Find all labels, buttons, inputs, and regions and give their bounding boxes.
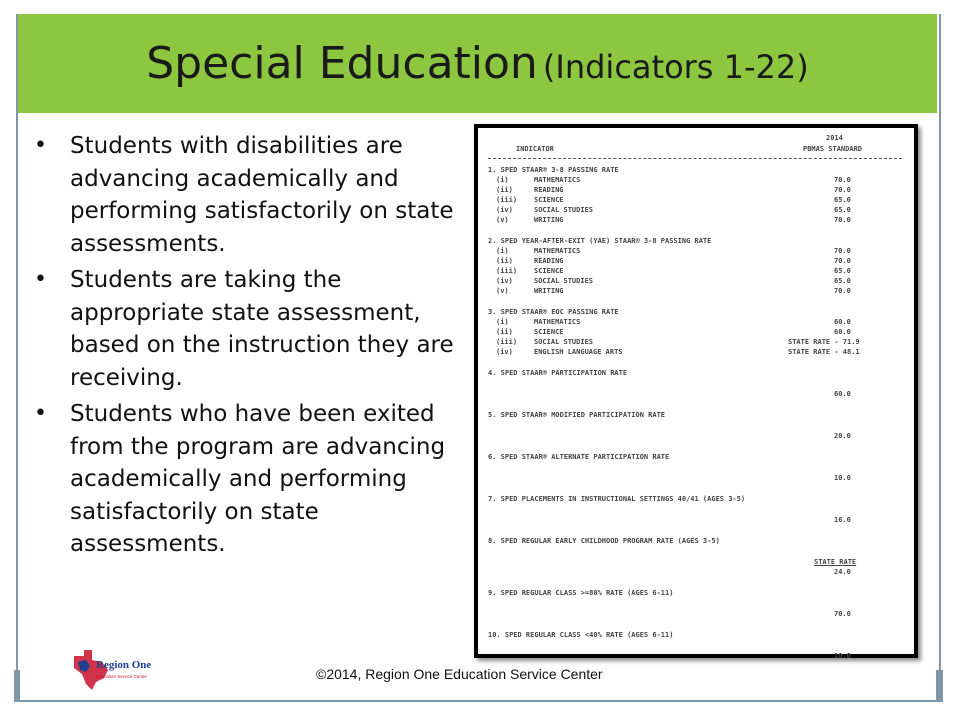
indicator-standard-row [488,610,902,620]
indicator-title: 7. SPED PLACEMENTS IN INSTRUCTIONAL SETTINGS 40/41 (AGES 3-5) [488,495,746,503]
row-spacer [488,599,902,610]
indicator-title: 8. SPED REGULAR EARLY CHILDHOOD PROGRAM RATE (AGES 3-5) [488,537,720,545]
row-standard-value: 70.0 [834,287,851,295]
indicator-standard-row [488,474,902,484]
indicator-standard-value: 10.0 [834,474,851,482]
section-gap [488,484,902,495]
row-subject: MATHEMATICS [534,176,581,184]
row-label: (iv) [496,348,513,356]
row-standard-value: 70.0 [834,216,851,224]
bullet-item: • Students with disabilities are advancing academically and performing satisfactorily on state assessments. [32,130,472,260]
row-label: (iv) [496,277,513,285]
section-gap [488,620,902,631]
slide-frame-right [939,14,941,702]
standard-column-header: PBMAS STANDARD [803,145,863,153]
slide-frame-bottom [16,700,941,702]
section-gap [488,226,902,237]
row-spacer [488,505,902,516]
indicator-row [488,206,902,216]
row-label: (v) [496,287,509,295]
footer-copyright: ©2014, Region One Education Service Center [316,666,603,682]
row-spacer [488,379,902,390]
state-rate-label [488,558,902,568]
row-standard-value: STATE RATE - 71.9 [788,338,860,346]
row-subject: READING [534,257,564,265]
bullet-dot-icon: • [34,267,47,292]
indicator-title: 3. SPED STAAR® EOC PASSING RATE [488,308,619,316]
slide-frame-corner [936,670,943,702]
slide-frame-corner [14,670,20,702]
section-gap [488,358,902,369]
indicator-standard-row [488,568,902,578]
row-subject: MATHEMATICS [534,318,581,326]
row-standard-value: 70.0 [834,247,851,255]
indicator-row [488,287,902,297]
logo-text: Region One [96,659,152,671]
row-subject: READING [534,186,564,194]
indicator-standard-row [488,516,902,526]
indicator-column-header: INDICATOR [516,145,554,153]
row-label: (iii) [496,338,518,346]
row-spacer [488,421,902,432]
row-subject: SOCIAL STUDIES [534,338,594,346]
row-subject: WRITING [534,216,564,224]
row-subject: ENGLISH LANGUAGE ARTS [534,348,623,356]
indicator-title: 1. SPED STAAR® 3-8 PASSING RATE [488,166,619,174]
indicator-row [488,267,902,277]
row-label: (v) [496,216,509,224]
row-spacer [488,463,902,474]
row-subject: SOCIAL STUDIES [534,206,594,214]
state-rate-label-text: STATE RATE [814,558,857,566]
row-standard-value: 70.0 [834,257,851,265]
row-standard-value: 70.0 [834,186,851,194]
row-label: (i) [496,247,509,255]
row-label: (i) [496,318,509,326]
row-subject: WRITING [534,287,564,295]
dashed-divider [488,158,902,159]
section-gap [488,400,902,411]
document-header [488,134,902,156]
indicator-standard-value: 20.0 [834,432,851,440]
row-standard-value: 70.0 [834,176,851,184]
section-gap [488,442,902,453]
row-spacer [488,547,902,558]
indicator-row [488,196,902,206]
row-spacer [488,641,902,652]
indicator-row [488,338,902,348]
indicator-standard-row [488,652,902,662]
section-gap [488,526,902,537]
document-body [488,134,902,673]
row-standard-value: STATE RATE - 48.1 [788,348,860,356]
row-subject: SCIENCE [534,196,564,204]
indicator-title: 10. SPED REGULAR CLASS <40% RATE (AGES 6-11) [488,631,674,639]
row-standard-value: 65.0 [834,206,851,214]
indicator-row [488,318,902,328]
row-label: (ii) [496,328,513,336]
row-label: (iii) [496,196,518,204]
section-gap [488,578,902,589]
document-year: 2014 [826,134,843,142]
indicator-title: 2. SPED YEAR-AFTER-EXIT (YAE) STAAR® 3-8 PASSING RATE [488,237,712,245]
indicator-standard-row [488,432,902,442]
title-bar [18,14,937,113]
indicator-standard-value: 24.0 [834,568,851,576]
row-label: (ii) [496,257,513,265]
row-standard-value: 60.0 [834,318,851,326]
indicator-title: 5. SPED STAAR® MODIFIED PARTICIPATION RATE [488,411,666,419]
indicator-row [488,257,902,267]
row-standard-value: 65.0 [834,196,851,204]
indicator-standard-value: 10.0 [834,652,851,660]
indicator-title: 6. SPED STAAR® ALTERNATE PARTICIPATION RATE [488,453,670,461]
indicator-standard-value: 16.0 [834,516,851,524]
bullet-item: • Students are taking the appropriate state assessment, based on the instruction they are receiving. [32,264,472,394]
row-standard-value: 65.0 [834,267,851,275]
bullet-dot-icon: • [34,401,47,426]
bullet-item: • Students who have been exited from the program are advancing academically and performing satisfactorily on state assessments. [32,398,472,561]
bullet-list [32,130,472,565]
indicator-standard-value: 70.0 [834,610,851,618]
region-one-logo [70,648,160,692]
row-standard-value: 60.0 [834,328,851,336]
row-subject: SOCIAL STUDIES [534,277,594,285]
indicator-row [488,216,902,226]
row-subject: SCIENCE [534,328,564,336]
row-subject: SCIENCE [534,267,564,275]
pbmas-standards-document [474,124,918,658]
section-gap [488,297,902,308]
logo-subtext: Education Service Center [96,674,148,679]
row-label: (iv) [496,206,513,214]
indicator-title: 9. SPED REGULAR CLASS >=80% RATE (AGES 6-11) [488,589,674,597]
indicator-row [488,247,902,257]
row-standard-value: 65.0 [834,277,851,285]
row-subject: MATHEMATICS [534,247,581,255]
indicator-title: 4. SPED STAAR® PARTICIPATION RATE [488,369,628,377]
slide-frame-left [16,14,18,702]
indicator-row [488,186,902,196]
indicator-row [488,348,902,358]
row-label: (ii) [496,186,513,194]
slide-title [146,38,809,89]
bullet-dot-icon: • [34,133,47,158]
row-label: (i) [496,176,509,184]
title-sub: (Indicators 1-22) [542,48,809,86]
indicator-row [488,176,902,186]
title-main: Special Education [146,38,538,89]
row-label: (iii) [496,267,518,275]
indicator-standard-value: 60.0 [834,390,851,398]
indicator-standard-row [488,390,902,400]
indicator-row [488,277,902,287]
indicator-row [488,328,902,338]
